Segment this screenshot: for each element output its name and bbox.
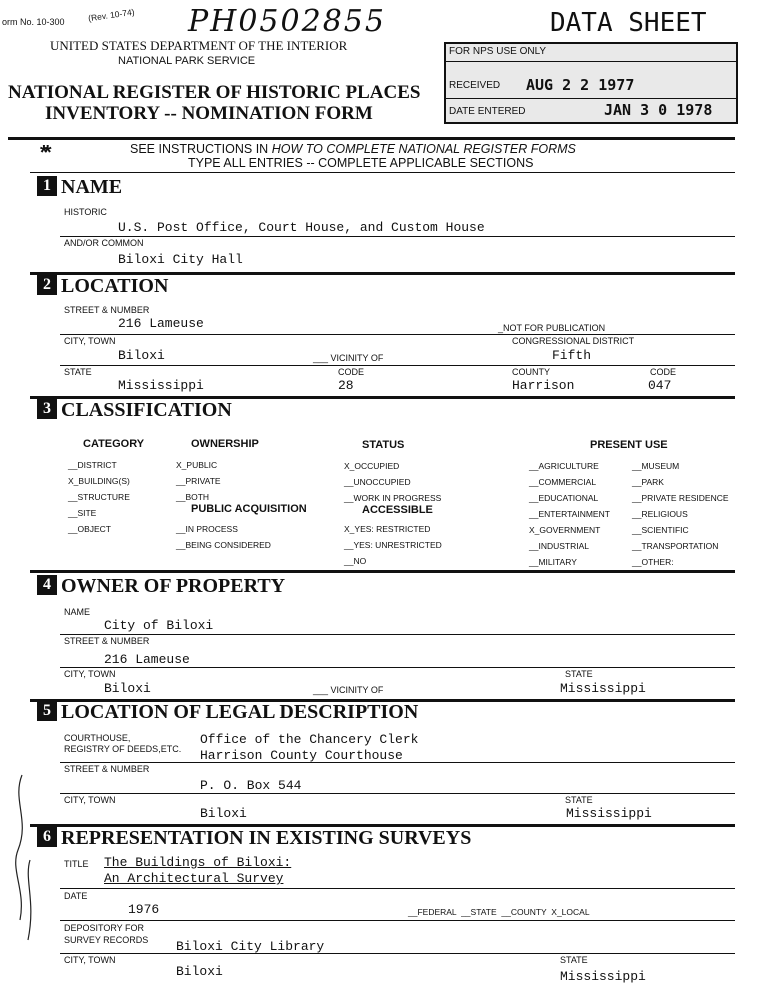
owner-city-label: CITY, TOWN bbox=[64, 669, 116, 679]
present-use-option: __OTHER: bbox=[632, 557, 674, 567]
data-sheet-stamp: DATA SHEET bbox=[550, 8, 707, 38]
present-use-option: __TRANSPORTATION bbox=[632, 541, 719, 551]
survey-title-label: TITLE bbox=[64, 859, 89, 869]
agency-name: NATIONAL PARK SERVICE bbox=[118, 55, 256, 67]
field-rule bbox=[60, 762, 735, 763]
category-option: __OBJECT bbox=[68, 524, 111, 534]
survey-state-value: Mississippi bbox=[560, 969, 646, 984]
margin-handwriting-marks bbox=[0, 770, 45, 950]
legal-street-value: P. O. Box 544 bbox=[200, 778, 302, 793]
state-label: STATE bbox=[64, 367, 92, 377]
owner-name-label: NAME bbox=[64, 607, 91, 617]
field-rule bbox=[60, 888, 735, 889]
section-title: REPRESENTATION IN EXISTING SURVEYS bbox=[61, 827, 472, 849]
congressional-district-label: CONGRESSIONAL DISTRICT bbox=[512, 336, 635, 346]
courthouse-value-line1: Office of the Chancery Clerk bbox=[200, 732, 419, 747]
survey-state-label: STATE bbox=[560, 955, 588, 965]
department-name: UNITED STATES DEPARTMENT OF THE INTERIOR bbox=[50, 38, 348, 53]
section-2-heading bbox=[37, 275, 168, 298]
historic-label: HISTORIC bbox=[64, 207, 107, 217]
received-label: RECEIVED bbox=[449, 80, 501, 91]
owner-state-value: Mississippi bbox=[560, 681, 646, 696]
section-number: 1 bbox=[37, 176, 57, 196]
depository-label-line1: DEPOSITORY FOR bbox=[64, 923, 145, 933]
legal-state-value: Mississippi bbox=[566, 806, 652, 821]
depository-value: Biloxi City Library bbox=[176, 939, 325, 954]
historic-name-value: U.S. Post Office, Court House, and Custom House bbox=[118, 220, 485, 235]
date-entered-stamp: JAN 3 0 1978 bbox=[604, 101, 713, 119]
survey-date-label: DATE bbox=[64, 891, 88, 901]
present-use-option: __PRIVATE RESIDENCE bbox=[632, 493, 729, 503]
status-options bbox=[344, 458, 441, 506]
state-value: Mississippi bbox=[118, 378, 204, 393]
street-value: 216 Lameuse bbox=[118, 316, 204, 331]
form-title-line1: NATIONAL REGISTER OF HISTORIC PLACES bbox=[8, 82, 421, 103]
present-use-option: __RELIGIOUS bbox=[632, 509, 688, 519]
survey-date-value: 1976 bbox=[128, 902, 160, 917]
nps-divider bbox=[446, 98, 736, 99]
section-title: CLASSIFICATION bbox=[61, 399, 232, 421]
ownership-options bbox=[176, 457, 221, 505]
accessible-options bbox=[344, 521, 442, 569]
legal-street-label: STREET & NUMBER bbox=[64, 764, 150, 774]
section-4-heading bbox=[37, 575, 285, 598]
section-5-heading bbox=[37, 701, 418, 724]
survey-city-label: CITY, TOWN bbox=[64, 955, 116, 965]
common-name-label: AND/OR COMMON bbox=[64, 238, 144, 248]
section-rule bbox=[30, 570, 735, 573]
form-revision: (Rev. 10-74) bbox=[87, 6, 136, 24]
state-code-value: 28 bbox=[338, 378, 354, 393]
field-rule bbox=[60, 793, 735, 794]
present-use-option: __INDUSTRIAL bbox=[529, 541, 589, 551]
owner-vicinity-option: ___ VICINITY OF bbox=[313, 685, 384, 695]
street-label: STREET & NUMBER bbox=[64, 305, 150, 315]
courthouse-value-line2: Harrison County Courthouse bbox=[200, 748, 403, 763]
present-use-option: __ENTERTAINMENT bbox=[529, 509, 610, 519]
county-label: COUNTY bbox=[512, 367, 550, 377]
present-use-option: __PARK bbox=[632, 477, 664, 487]
survey-title-line2: An Architectural Survey bbox=[104, 871, 284, 886]
owner-street-value: 216 Lameuse bbox=[104, 652, 190, 667]
public-acquisition-heading: PUBLIC ACQUISITION bbox=[191, 503, 307, 515]
section-title: NAME bbox=[61, 176, 123, 198]
ownership-option: __PRIVATE bbox=[176, 476, 221, 486]
form-title-line2: INVENTORY -- NOMINATION FORM bbox=[45, 103, 373, 124]
county-code-label: CODE bbox=[650, 367, 677, 377]
section-number: 4 bbox=[37, 575, 57, 595]
category-option: X_BUILDING(S) bbox=[68, 476, 130, 486]
present-use-option: __MILITARY bbox=[529, 557, 577, 567]
ownership-option: X_PUBLIC bbox=[176, 460, 218, 470]
present-use-heading: PRESENT USE bbox=[590, 439, 668, 451]
instructions-rule bbox=[30, 172, 735, 173]
present-use-option: __COMMERCIAL bbox=[529, 477, 597, 487]
present-use-option: __SCIENTIFIC bbox=[632, 525, 689, 535]
congressional-district-value: Fifth bbox=[552, 348, 592, 363]
survey-city-value: Biloxi bbox=[176, 964, 223, 979]
acquisition-options bbox=[176, 521, 271, 553]
field-rule bbox=[60, 236, 735, 237]
county-code-value: 047 bbox=[648, 378, 672, 393]
present-use-option: X_GOVERNMENT bbox=[529, 525, 601, 535]
section-3-heading bbox=[37, 399, 232, 422]
received-date-stamp: AUG 2 2 1977 bbox=[526, 76, 635, 94]
accessible-option: __NO bbox=[344, 556, 367, 566]
nps-use-box bbox=[444, 42, 738, 124]
present-use-option: __EDUCATIONAL bbox=[529, 493, 599, 503]
status-heading: STATUS bbox=[362, 439, 405, 451]
survey-level-options: __FEDERAL __STATE __COUNTY X_LOCAL bbox=[408, 907, 590, 917]
owner-name-value: City of Biloxi bbox=[104, 618, 214, 633]
status-option: __WORK IN PROGRESS bbox=[344, 493, 442, 503]
ownership-heading: OWNERSHIP bbox=[191, 438, 259, 450]
courthouse-label: COURTHOUSE, bbox=[64, 733, 131, 743]
category-option: __DISTRICT bbox=[68, 460, 117, 470]
acquisition-option: __BEING CONSIDERED bbox=[176, 540, 271, 550]
status-option: X_OCCUPIED bbox=[344, 461, 400, 471]
owner-city-value: Biloxi bbox=[104, 681, 151, 696]
section-title: LOCATION OF LEGAL DESCRIPTION bbox=[61, 701, 419, 723]
section-title: LOCATION bbox=[61, 275, 169, 297]
field-rule bbox=[60, 953, 735, 954]
city-label: CITY, TOWN bbox=[64, 336, 116, 346]
survey-title-line1: The Buildings of Biloxi: bbox=[104, 855, 292, 870]
owner-street-label: STREET & NUMBER bbox=[64, 636, 150, 646]
accessible-option: X_YES: RESTRICTED bbox=[344, 524, 431, 534]
instructions-line1: SEE INSTRUCTIONS IN HOW TO COMPLETE NATIONAL REGISTER FORMS bbox=[130, 142, 576, 156]
form-number: orm No. 10-300 bbox=[2, 17, 65, 27]
ownership-option: __BOTH bbox=[176, 492, 210, 502]
instructions-line2: TYPE ALL ENTRIES -- COMPLETE APPLICABLE SECTIONS bbox=[188, 156, 534, 170]
state-code-label: CODE bbox=[338, 367, 365, 377]
vicinity-option: ___ VICINITY OF bbox=[313, 353, 384, 363]
status-option: __UNOCCUPIED bbox=[344, 477, 411, 487]
date-entered-label: DATE ENTERED bbox=[449, 106, 526, 117]
county-value: Harrison bbox=[512, 378, 575, 393]
legal-city-value: Biloxi bbox=[200, 806, 247, 821]
accessible-heading: ACCESSIBLE bbox=[362, 504, 433, 516]
field-rule bbox=[60, 667, 735, 668]
nps-use-label: FOR NPS USE ONLY bbox=[449, 46, 547, 57]
section-number: 2 bbox=[37, 275, 57, 295]
section-number: 3 bbox=[37, 399, 57, 419]
category-heading: CATEGORY bbox=[83, 438, 145, 450]
city-value: Biloxi bbox=[118, 348, 165, 363]
field-rule bbox=[60, 334, 735, 335]
field-rule bbox=[60, 634, 735, 635]
not-for-publication-option: _NOT FOR PUBLICATION bbox=[498, 323, 606, 333]
section-number: 6 bbox=[37, 827, 57, 847]
category-option: __STRUCTURE bbox=[68, 492, 130, 502]
legal-city-label: CITY, TOWN bbox=[64, 795, 116, 805]
owner-state-label: STATE bbox=[565, 669, 593, 679]
section-1-heading bbox=[37, 176, 122, 199]
header-rule bbox=[8, 137, 735, 140]
category-option: __SITE bbox=[68, 508, 97, 518]
section-number: 5 bbox=[37, 701, 57, 721]
present-use-options-right bbox=[632, 458, 729, 570]
field-rule bbox=[60, 365, 735, 366]
legal-state-label: STATE bbox=[565, 795, 593, 805]
present-use-options-left bbox=[529, 458, 610, 570]
field-rule bbox=[60, 920, 735, 921]
acquisition-option: __IN PROCESS bbox=[176, 524, 238, 534]
handwritten-asterisk-mark: ** bbox=[40, 142, 48, 164]
depository-label-line2: SURVEY RECORDS bbox=[64, 935, 149, 945]
present-use-option: __AGRICULTURE bbox=[529, 461, 599, 471]
registry-label: REGISTRY OF DEEDS,ETC. bbox=[64, 744, 182, 754]
category-options bbox=[68, 457, 130, 537]
handwritten-reference-number: PH0502855 bbox=[188, 4, 386, 39]
present-use-option: __MUSEUM bbox=[632, 461, 680, 471]
nps-divider bbox=[446, 61, 736, 62]
section-6-heading bbox=[37, 827, 471, 850]
accessible-option: __YES: UNRESTRICTED bbox=[344, 540, 442, 550]
section-title: OWNER OF PROPERTY bbox=[61, 575, 286, 597]
common-name-value: Biloxi City Hall bbox=[118, 252, 243, 267]
